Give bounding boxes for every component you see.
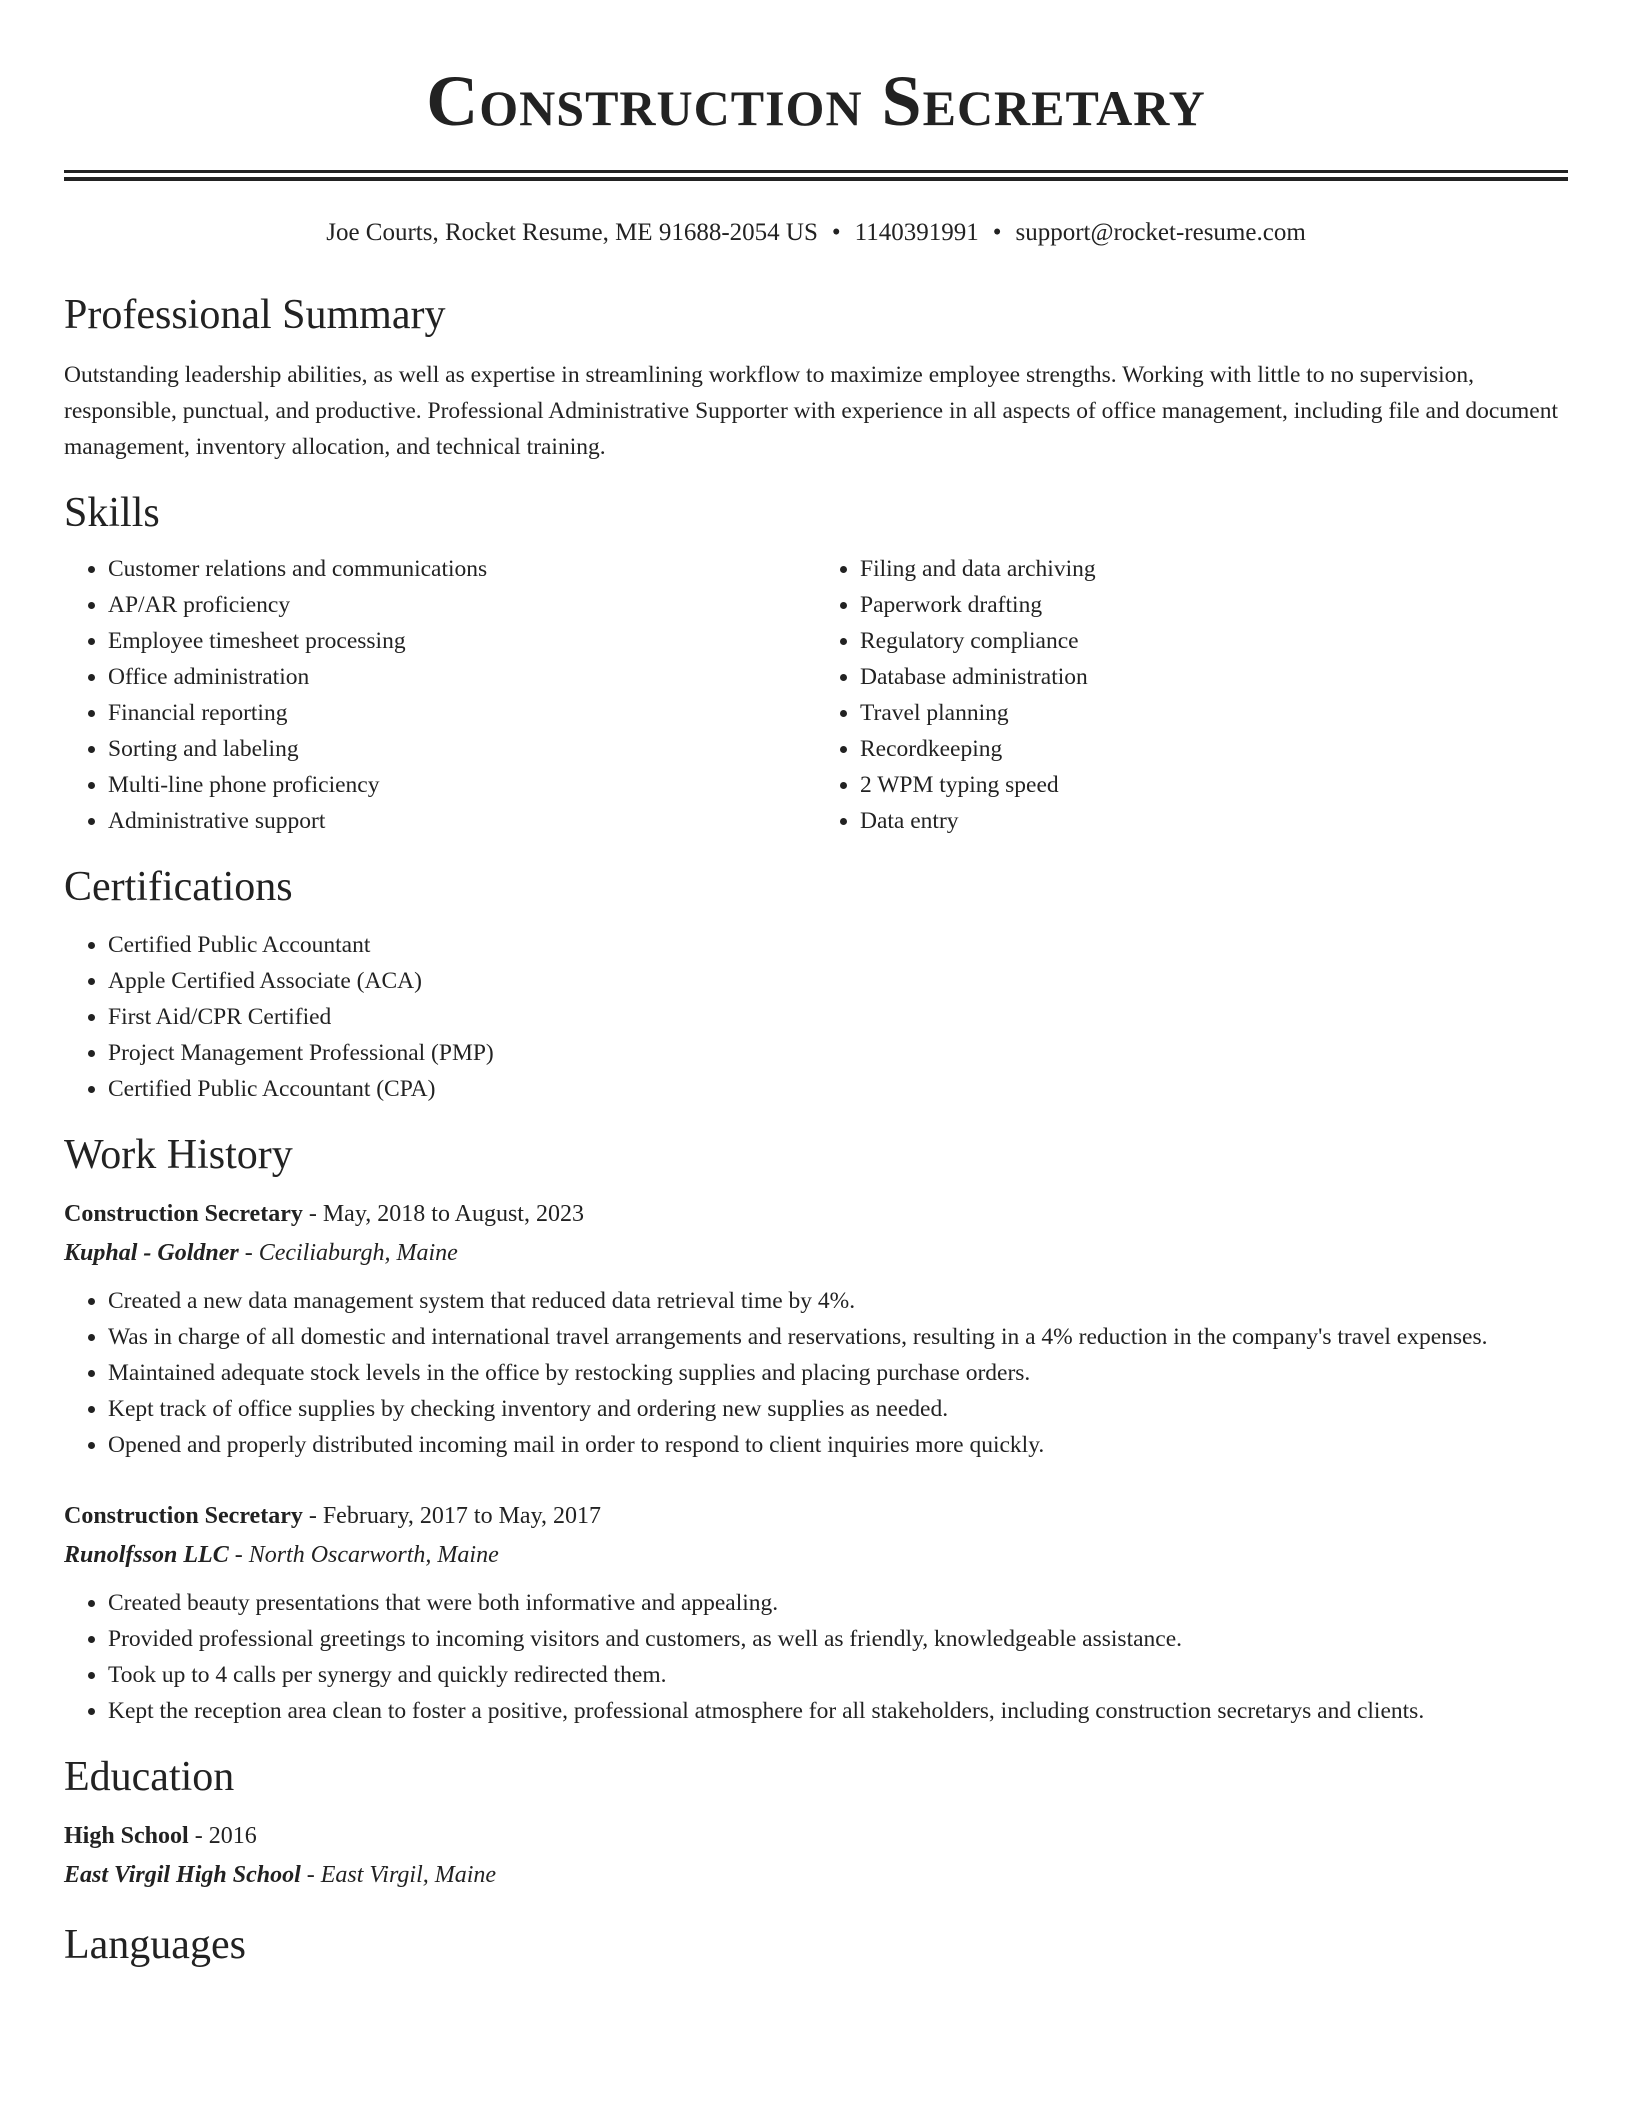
certifications-list: [64, 927, 1568, 1107]
skill-item: • Office administration: [108, 659, 816, 695]
certification-item: • Apple Certified Associate (ACA): [108, 963, 1568, 999]
job-bullet: • Took up to 4 calls per synergy and quickly redirected them.: [108, 1657, 1568, 1693]
skills-section: [64, 487, 1568, 839]
skill-item: • Data entry: [860, 803, 1568, 839]
job-bullet: • Was in charge of all domestic and international travel arrangements and reservations, resulting in a 4% reduction in the company's travel expenses.: [108, 1319, 1568, 1355]
skill-item: • Employee timesheet processing: [108, 623, 816, 659]
contact-email: support@rocket-resume.com: [1015, 219, 1306, 246]
job-location: - North Oscarworth, Maine: [228, 1542, 499, 1568]
job-dates: - February, 2017 to May, 2017: [302, 1503, 602, 1529]
skill-item: • Financial reporting: [108, 695, 816, 731]
certification-item: • First Aid/CPR Certified: [108, 999, 1568, 1035]
skill-item: • Travel planning: [860, 695, 1568, 731]
skill-item: • Regulatory compliance: [860, 623, 1568, 659]
education-location: - East Virgil, Maine: [300, 1862, 497, 1888]
education-school-line: [64, 1855, 1568, 1895]
job-company-line: [64, 1535, 1568, 1575]
title-divider: [64, 170, 1568, 181]
education-entry: [64, 1817, 1568, 1895]
skill-item: • AP/AR proficiency: [108, 587, 816, 623]
skill-item: • Paperwork drafting: [860, 587, 1568, 623]
job-bullet: • Opened and properly distributed incoming mail in order to respond to client inquiries more quickly.: [108, 1427, 1568, 1463]
skill-item: • 2 WPM typing speed: [860, 767, 1568, 803]
summary-section: [64, 289, 1568, 465]
job-company: Runolfsson LLC: [64, 1542, 229, 1568]
summary-text: Outstanding leadership abilities, as well as expertise in streamlining workflow to maximize employee strengths. Working with little to no supervision, responsible, punctual, and productive. Professional Administrative Supporter with experience in all aspects of office management, including file and document management, inventory allocation, and technical training.: [64, 362, 1559, 460]
contact-address: Joe Courts, Rocket Resume, ME 91688-2054 US: [326, 219, 818, 246]
certifications-heading: Certifications: [64, 864, 293, 910]
job-bullet: • Maintained adequate stock levels in the office by restocking supplies and placing purchase orders.: [108, 1355, 1568, 1391]
job-company-line: [64, 1233, 1568, 1273]
job-bullets: [64, 1283, 1568, 1463]
skills-heading: Skills: [64, 490, 160, 536]
languages-section: [64, 1919, 1568, 1971]
skills-list-right: [816, 551, 1568, 839]
contact-line: [64, 217, 1568, 249]
job-title: Construction Secretary: [64, 1201, 303, 1227]
skill-item: • Sorting and labeling: [108, 731, 816, 767]
job-title-line: [64, 1195, 1568, 1233]
education-year: - 2016: [188, 1823, 257, 1849]
job-bullet: • Created a new data management system that reduced data retrieval time by 4%.: [108, 1283, 1568, 1319]
skill-item: • Multi-line phone proficiency: [108, 767, 816, 803]
education-degree-line: [64, 1817, 1568, 1855]
skills-columns: [64, 551, 1568, 839]
contact-separator: •: [831, 219, 841, 246]
job-bullet: • Kept the reception area clean to foster a positive, professional atmosphere for all stakeholders, including construction secretarys and clients.: [108, 1693, 1568, 1729]
job-title: Construction Secretary: [64, 1503, 303, 1529]
skill-item: • Database administration: [860, 659, 1568, 695]
summary-heading: Professional Summary: [64, 292, 446, 338]
certifications-section: [64, 861, 1568, 1107]
skill-item: • Customer relations and communications: [108, 551, 816, 587]
job-bullet: • Kept track of office supplies by checking inventory and ordering new supplies as needed.: [108, 1391, 1568, 1427]
education-school: East Virgil High School: [64, 1862, 301, 1888]
education-section: [64, 1751, 1568, 1895]
contact-separator: •: [992, 219, 1002, 246]
certification-item: • Certified Public Accountant: [108, 927, 1568, 963]
certification-item: • Certified Public Accountant (CPA): [108, 1071, 1568, 1107]
skill-item: • Administrative support: [108, 803, 816, 839]
job-bullet: • Created beauty presentations that were both informative and appealing.: [108, 1585, 1568, 1621]
job-company: Kuphal - Goldner: [64, 1240, 239, 1266]
job-location: - Ceciliaburgh, Maine: [238, 1240, 458, 1266]
job-bullet: • Provided professional greetings to incoming visitors and customers, as well as friendly, knowledgeable assistance.: [108, 1621, 1568, 1657]
job-entry: [64, 1497, 1568, 1729]
job-title-line: [64, 1497, 1568, 1535]
work-history-heading: Work History: [64, 1132, 293, 1178]
contact-phone: 1140391991: [854, 219, 979, 246]
job-entry: [64, 1195, 1568, 1463]
skill-item: • Filing and data archiving: [860, 551, 1568, 587]
resume-title: Construction Secretary: [426, 61, 1206, 141]
education-heading: Education: [64, 1754, 235, 1800]
skill-item: • Recordkeeping: [860, 731, 1568, 767]
certification-item: • Project Management Professional (PMP): [108, 1035, 1568, 1071]
languages-heading: Languages: [64, 1922, 246, 1968]
work-history-section: [64, 1129, 1568, 1729]
education-degree: High School: [64, 1823, 189, 1849]
job-dates: - May, 2018 to August, 2023: [302, 1201, 584, 1227]
job-bullets: [64, 1585, 1568, 1729]
skills-list-left: [64, 551, 816, 839]
